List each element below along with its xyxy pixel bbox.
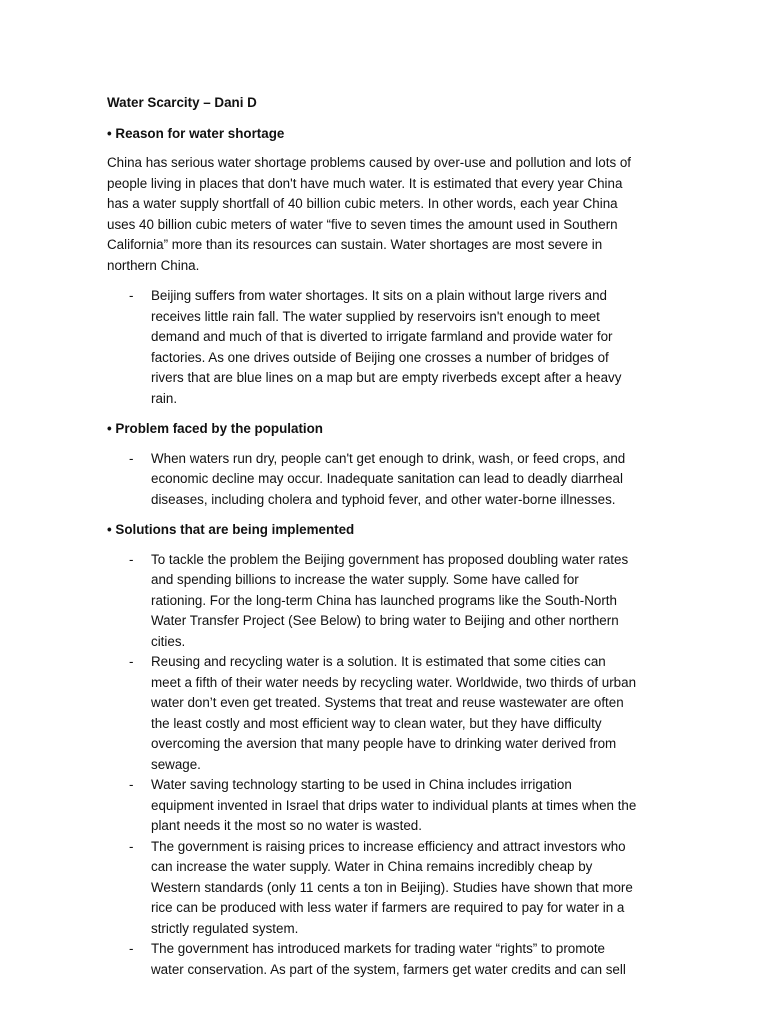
list-item (107, 775, 637, 837)
list-item (107, 652, 637, 775)
section-reason (107, 124, 637, 410)
bullet-list-problem (107, 449, 637, 511)
section-heading-solutions: • Solutions that are being implemented (107, 522, 355, 537)
list-item-text: When waters run dry, people can't get enough to drink, wash, or feed crops, and economic decline may occur. Inadequate sanitation can lead to deadly diarrheal diseases, including cholera and typhoid fever, and other water-borne illnesses. (151, 450, 626, 507)
document-body (107, 93, 637, 990)
section-heading-reason: • Reason for water shortage (107, 125, 285, 141)
section-solutions (107, 520, 637, 980)
document-title: Water Scarcity – Dani D (107, 95, 257, 110)
dash-bullet: - (129, 838, 134, 854)
dash-bullet: - (129, 941, 134, 956)
list-item-text: The government has introduced markets for trading water “rights” to promote water conservation. As part of the system, farmers get water credits and can sell (151, 941, 626, 977)
dash-bullet: - (129, 450, 134, 466)
list-item-text: Water saving technology starting to be used in China includes irrigation equipment invented in Israel that drips water to individual plants at times when the plant needs it the most so no water is wasted. (151, 777, 637, 833)
dash-bullet: - (129, 777, 134, 792)
list-item (107, 550, 637, 653)
list-item (107, 837, 637, 940)
dash-bullet: - (129, 551, 134, 567)
list-item-text: The government is raising prices to increase efficiency and attract investors who can increase the water supply. Water in China remains incredibly cheap by Western standards (only 11 cents a ton in Beijing). Studies have shown that more rice can be produced with less water if farmers are required to pay for water in a strictly regulated system. (151, 838, 633, 936)
list-item (107, 449, 637, 511)
dash-bullet: - (129, 654, 134, 669)
section-paragraph-reason: China has serious water shortage problems caused by over-use and pollution and lots of people living in places that don't have much water. It is estimated that every year China has a water supply shortfall of 40 billion cubic meters. In other words, each year China uses 40 billion cubic meters of water “five to seven times the amount used in Southern California” more than its resources can sustain. Water shortages are most severe in northern China. (107, 155, 632, 273)
dash-bullet: - (129, 288, 134, 303)
list-item-text: Reusing and recycling water is a solution. It is estimated that some cities can meet a fifth of their water needs by recycling water. Worldwide, two thirds of urban water don’t even get treated. Systems that treat and reuse wastewater are often the least costly and most efficient way to clean water, but they have difficulty overcoming the aversion that many people have to drinking water derived from sewage. (151, 654, 637, 772)
section-heading-problem: • Problem faced by the population (107, 421, 323, 436)
bullet-list-reason (107, 286, 637, 409)
list-item (107, 286, 637, 409)
bullet-list-solutions (107, 550, 637, 981)
section-problem (107, 419, 637, 510)
list-item-text: To tackle the problem the Beijing government has proposed doubling water rates and spending billions to increase the water supply. Some have called for rationing. For the long-term China has launched programs like the South-North Water Transfer Project (See Below) to bring water to Beijing and other northern cities. (151, 551, 629, 649)
list-item (107, 939, 637, 980)
list-item-text: Beijing suffers from water shortages. It sits on a plain without large rivers and receives little rain fall. The water supplied by reservoirs isn't enough to meet demand and much of that is diverted to irrigate farmland and provide water for factories. As one drives outside of Beijing one crosses a number of bridges of rivers that are blue lines on a map but are empty riverbeds except after a heavy rain. (151, 288, 622, 406)
